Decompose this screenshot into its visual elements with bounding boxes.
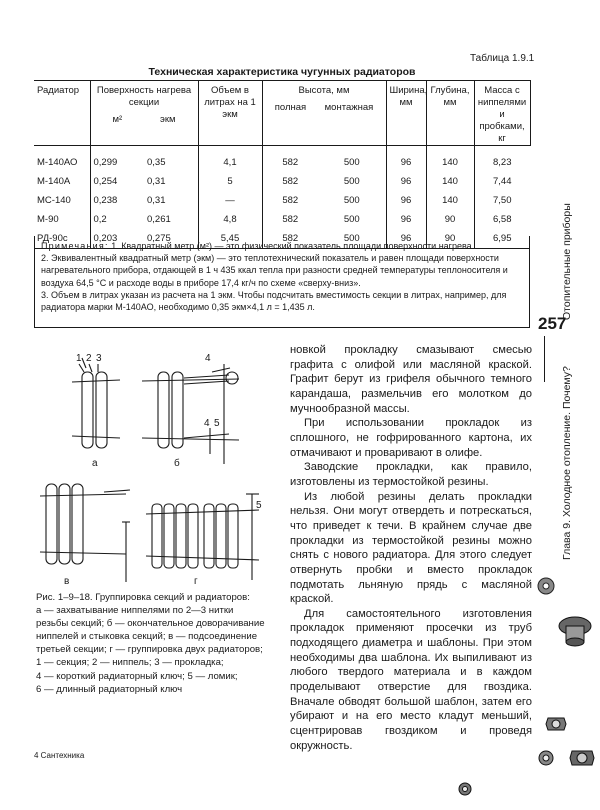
cell-name: РД-90с — [34, 229, 90, 248]
cell-m2: 0,299 — [93, 157, 118, 169]
fig-label-b: б — [174, 458, 180, 469]
table-title: Техническая характеристика чугунных радиаторов — [148, 66, 416, 78]
table-row — [34, 210, 530, 229]
table-row — [34, 172, 530, 191]
note-1: 1. Квадратный метр (м²) — это физический показатель площади поверхности нагрева. — [111, 241, 475, 251]
cell-vol: 4,8 — [198, 210, 262, 229]
note-2: 2. Эквивалентный квадратный метр (экм) — это теплотехнический показатель и равен площади поверхности нагревательного прибора, отдающей в 1 ч 435 ккал тепла при разности средней температуры теплоносителя и воздуха 64,5 °С и расходе воды в приборе 17,4 кг/ч по схеме «сверху-вниз». — [41, 253, 508, 288]
cell-ekm: 0,261 — [144, 210, 198, 229]
table-row — [34, 146, 530, 172]
cell-mass: 7,50 — [493, 194, 512, 206]
cap-icon — [456, 780, 474, 798]
cell-mount: 500 — [318, 146, 386, 172]
header-radiator: Радиатор — [34, 81, 90, 146]
paragraph-5: Для самостоятельного изготовления прокладок применяют просечки из труб подходящего диаметра и шаблоны. При этом необходимы два шаблона. Их выпиливают из любого твердого материала и в каждом проделывают отверстие для гвоздика. Вначале обводят большой шаблон, затем его убирают и на его место кладут меньший, сцентрировав гвоздиком и проведя окружность. — [290, 607, 532, 752]
cell-name: М-90 — [34, 210, 90, 229]
fitting-icon — [544, 712, 568, 736]
fig-label-g: г — [194, 576, 198, 587]
fig-label-1: 1 — [76, 353, 82, 364]
cell-name: МС-140 — [34, 191, 90, 210]
figure-a-radiator — [72, 364, 120, 448]
radiator-table — [34, 80, 531, 249]
figure-caption — [36, 591, 268, 696]
coupling-icon — [568, 744, 596, 772]
caption-text-3: 4 — короткий радиаторный ключ; 5 — ломик; — [36, 670, 238, 682]
cell-m2: 0,254 — [93, 175, 118, 187]
cell-ekm: 0,31 — [144, 172, 198, 191]
caption-text-4: 6 — длинный радиаторный ключ — [36, 683, 183, 695]
header-width: Ширина, мм — [386, 81, 426, 146]
cell-vol: 5,45 — [198, 229, 262, 248]
table-label: Таблица 1.9.1 — [470, 53, 535, 64]
cell-mass: 8,23 — [493, 157, 512, 169]
cell-vol: 4,1 — [198, 146, 262, 172]
cell-full: 582 — [282, 157, 299, 169]
header-depth: Глубина, мм — [426, 81, 474, 146]
fig-label-3: 3 — [96, 353, 102, 364]
cell-ekm: 0,35 — [144, 146, 198, 172]
page-number: 257 — [538, 314, 567, 333]
fig-label-v: в — [64, 576, 70, 587]
cell-ekm: 0,31 — [144, 191, 198, 210]
bolt-icon — [536, 748, 556, 768]
note-3: 3. Объем в литрах указан из расчета на 1 экм. Чтобы подсчитать вместимость секции в литрах, например, для радиатора марки М-140АО, необходимо 0,35 экм×4,1 л = 1,435 л. — [41, 289, 507, 313]
table-notes — [34, 236, 530, 328]
cell-mass: 6,58 — [493, 214, 512, 226]
cell-depth: 140 — [426, 172, 474, 191]
cell-m2: 0,238 — [93, 194, 118, 206]
nut-icon — [536, 576, 556, 596]
cell-full: 582 — [282, 214, 299, 226]
notes-label: Примечания: — [41, 241, 109, 251]
cell-full: 582 — [282, 175, 299, 187]
table-row — [34, 191, 530, 210]
header-height-mount: монтажная — [324, 102, 374, 113]
cell-width: 96 — [386, 146, 426, 172]
fig-label-a: а — [92, 458, 98, 469]
header-height-full: полная — [274, 102, 307, 113]
caption-title: Рис. 1–9–18. Группировка секций и радиаторов: — [36, 592, 250, 603]
cell-m2: 0,203 — [90, 229, 144, 248]
header-height-text: Высота, мм — [298, 85, 350, 96]
paragraph-4: Из любой резины делать прокладки нельзя. Они могут отвердеть и потрескаться, что приведет к течи. В крайнем случае две прокладки из термостойкой резины можно снять с нового радиатора. Для этого следует отвернуть пробки и вместо прокладок подмотать льняную прядь с масляной краской. — [290, 490, 532, 606]
header-volume: Объем в литрах на 1 экм — [198, 81, 262, 146]
fig-label-5: 5 — [214, 418, 220, 429]
caption-text-2: 1 — секция; 2 — ниппель; 3 — прокладка; — [36, 657, 224, 669]
header-mass: Масса с ниппелями и пробками, кг — [474, 81, 530, 146]
cell-mount: 500 — [318, 210, 386, 229]
header-surface-ekm: экм — [160, 114, 176, 125]
header-height — [262, 81, 386, 146]
chapter-title: Глава 9. Холодное отопление. Почему? — [561, 366, 573, 560]
cell-ekm: 0,275 — [144, 229, 198, 248]
cell-full: 582 — [262, 229, 318, 248]
cell-depth: 90 — [426, 229, 474, 248]
cell-mount: 500 — [318, 172, 386, 191]
paragraph-2: При использовании прокладок из сплошного, не гофрированного картона, их отмачивают и проваривают в олифе. — [290, 417, 532, 459]
plug-icon — [556, 612, 594, 650]
cell-depth: 90 — [426, 210, 474, 229]
section-title: Отопительные приборы — [561, 203, 573, 320]
header-surface-m2: м² — [112, 114, 123, 125]
figure-g-radiator — [146, 494, 259, 580]
paragraph-3: Заводские прокладки, как правило, изготовлены из термостойкой резины. — [290, 461, 532, 488]
side-divider — [544, 336, 545, 382]
fig-label-5b: 5 — [256, 500, 262, 511]
cell-width: 96 — [386, 229, 426, 248]
cell-mount: 500 — [318, 191, 386, 210]
fig-label-4: 4 — [205, 353, 211, 364]
paragraph-1: новкой прокладку смазывают смесью графита с олифой или масляной краской. Графит берут из грифеля обычного темного карандаша, размельчив его молотком до мучнообразной массы. — [290, 344, 532, 415]
fig-label-2: 2 — [86, 353, 92, 364]
cell-depth: 140 — [426, 191, 474, 210]
body-text — [290, 343, 532, 753]
cell-name: М-140АО — [34, 146, 90, 172]
cell-mass: 6,95 — [474, 229, 530, 248]
header-surface-text: Поверхность нагрева секции — [96, 85, 192, 108]
figure-v-radiator — [40, 484, 130, 582]
cell-full: 582 — [282, 194, 299, 206]
cell-width: 96 — [386, 191, 426, 210]
page-footer: 4 Сантехника — [34, 751, 85, 760]
caption-text-1: а — захватывание ниппелями по 2—3 нитки резьбы секций; б — окончательное доворачивание ниппелей и стыковка секций; в — подсоединение третьей секции; г — группировка двух радиаторов; — [36, 605, 265, 656]
cell-vol: — — [198, 191, 262, 210]
fig-label-4b: 4 — [204, 418, 210, 429]
figure-b-radiator — [142, 364, 239, 464]
cell-depth: 140 — [426, 146, 474, 172]
radiator-figure — [34, 344, 264, 590]
cell-vol: 5 — [198, 172, 262, 191]
cell-mount: 500 — [318, 229, 386, 248]
cell-m2: 0,2 — [93, 214, 107, 226]
cell-mass: 7,44 — [493, 175, 512, 187]
cell-width: 96 — [386, 172, 426, 191]
header-surface — [90, 81, 198, 146]
cell-name: М-140А — [34, 172, 90, 191]
cell-width: 96 — [386, 210, 426, 229]
